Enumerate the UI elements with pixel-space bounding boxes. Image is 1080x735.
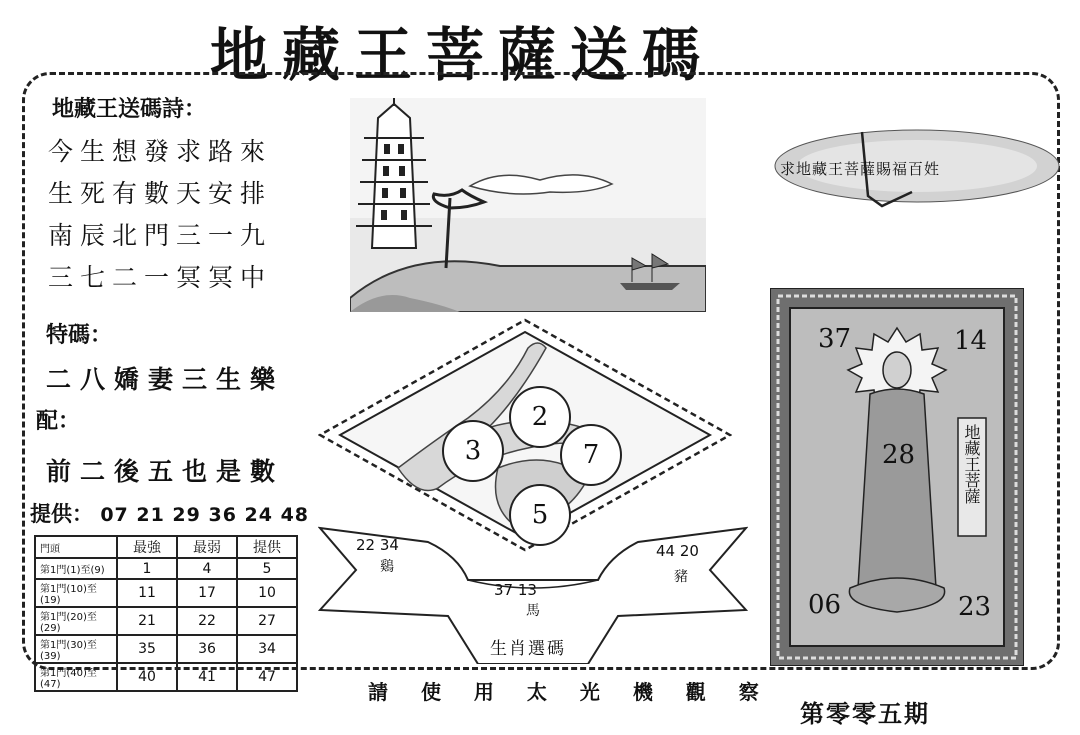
footer-note: 請 使 用 太 光 機 觀 察 xyxy=(368,680,772,704)
table-cell: 第1門(40)至(47) xyxy=(35,663,117,691)
table-cell: 27 xyxy=(237,607,297,635)
panel-number: 23 xyxy=(958,592,992,622)
table-cell: 17 xyxy=(177,579,237,607)
table-cell: 第1門(30)至(39) xyxy=(35,635,117,663)
table-cell: 47 xyxy=(237,663,297,691)
table-header-row xyxy=(35,536,297,558)
number-table xyxy=(34,535,298,692)
table-row xyxy=(35,635,297,663)
table-cell: 34 xyxy=(237,635,297,663)
panel-number: 28 xyxy=(882,440,916,470)
table-cell: 36 xyxy=(177,635,237,663)
table-row xyxy=(35,663,297,691)
poem-line: 生死有數天安排 xyxy=(48,179,273,208)
panel-vertical-label: 地藏王菩薩 xyxy=(962,424,981,504)
table-header: 提供 xyxy=(237,536,297,558)
zodiac-center-label: 馬 xyxy=(526,603,540,619)
pagoda-landscape-illustration xyxy=(350,98,706,312)
poem-line: 南辰北門三一九 xyxy=(48,221,273,250)
zodiac-right-label: 豬 xyxy=(674,569,688,585)
table-header: 門頭 xyxy=(35,536,117,558)
match-label: 配： xyxy=(36,408,81,434)
table-header: 最弱 xyxy=(177,536,237,558)
match-text: 前二後五也是數 xyxy=(46,457,285,486)
zodiac-center-numbers: 37 13 xyxy=(494,581,537,599)
poem-line: 今生想發求路來 xyxy=(48,137,273,166)
table-cell: 10 xyxy=(237,579,297,607)
table-cell: 22 xyxy=(177,607,237,635)
provide-numbers: 07 21 29 36 24 48 xyxy=(100,504,310,526)
zodiac-caption: 生肖選碼 xyxy=(490,639,566,659)
zodiac-left-label: 鷄 xyxy=(380,559,394,575)
zodiac-left-numbers: 22 34 xyxy=(356,536,399,554)
number-ball: 2 xyxy=(509,386,571,448)
table-row xyxy=(35,558,297,579)
table-cell: 35 xyxy=(117,635,177,663)
table-row xyxy=(35,607,297,635)
page-title: 地藏王菩薩送碼 xyxy=(210,21,715,89)
table-cell: 11 xyxy=(117,579,177,607)
table-cell: 5 xyxy=(237,558,297,579)
blessing-caption: 求地藏王菩薩賜福百姓 xyxy=(780,160,941,178)
table-cell: 21 xyxy=(117,607,177,635)
panel-number: 06 xyxy=(808,590,842,620)
table-header: 最強 xyxy=(117,536,177,558)
table-cell: 40 xyxy=(117,663,177,691)
poem-heading: 地藏王送碼詩： xyxy=(52,96,207,122)
special-label: 特碼： xyxy=(46,322,113,348)
table-row xyxy=(35,579,297,607)
provide-line xyxy=(30,498,309,528)
special-text: 二八嬌妻三生樂 xyxy=(46,365,285,394)
issue-number: 第零零五期 xyxy=(800,699,930,728)
table-cell: 41 xyxy=(177,663,237,691)
table-cell: 第1門(1)至(9) xyxy=(35,558,117,579)
provide-label: 提供： xyxy=(30,501,93,526)
panel-number: 14 xyxy=(954,326,988,356)
table-cell: 1 xyxy=(117,558,177,579)
number-ball: 3 xyxy=(442,420,504,482)
panel-number: 37 xyxy=(818,324,852,354)
table-cell: 第1門(10)至(19) xyxy=(35,579,117,607)
table-cell: 4 xyxy=(177,558,237,579)
zodiac-right-numbers: 44 20 xyxy=(656,542,699,560)
number-ball: 5 xyxy=(509,484,571,546)
number-ball: 7 xyxy=(560,424,622,486)
table-cell: 第1門(20)至(29) xyxy=(35,607,117,635)
poem-line: 三七二一冥冥中 xyxy=(48,263,273,292)
